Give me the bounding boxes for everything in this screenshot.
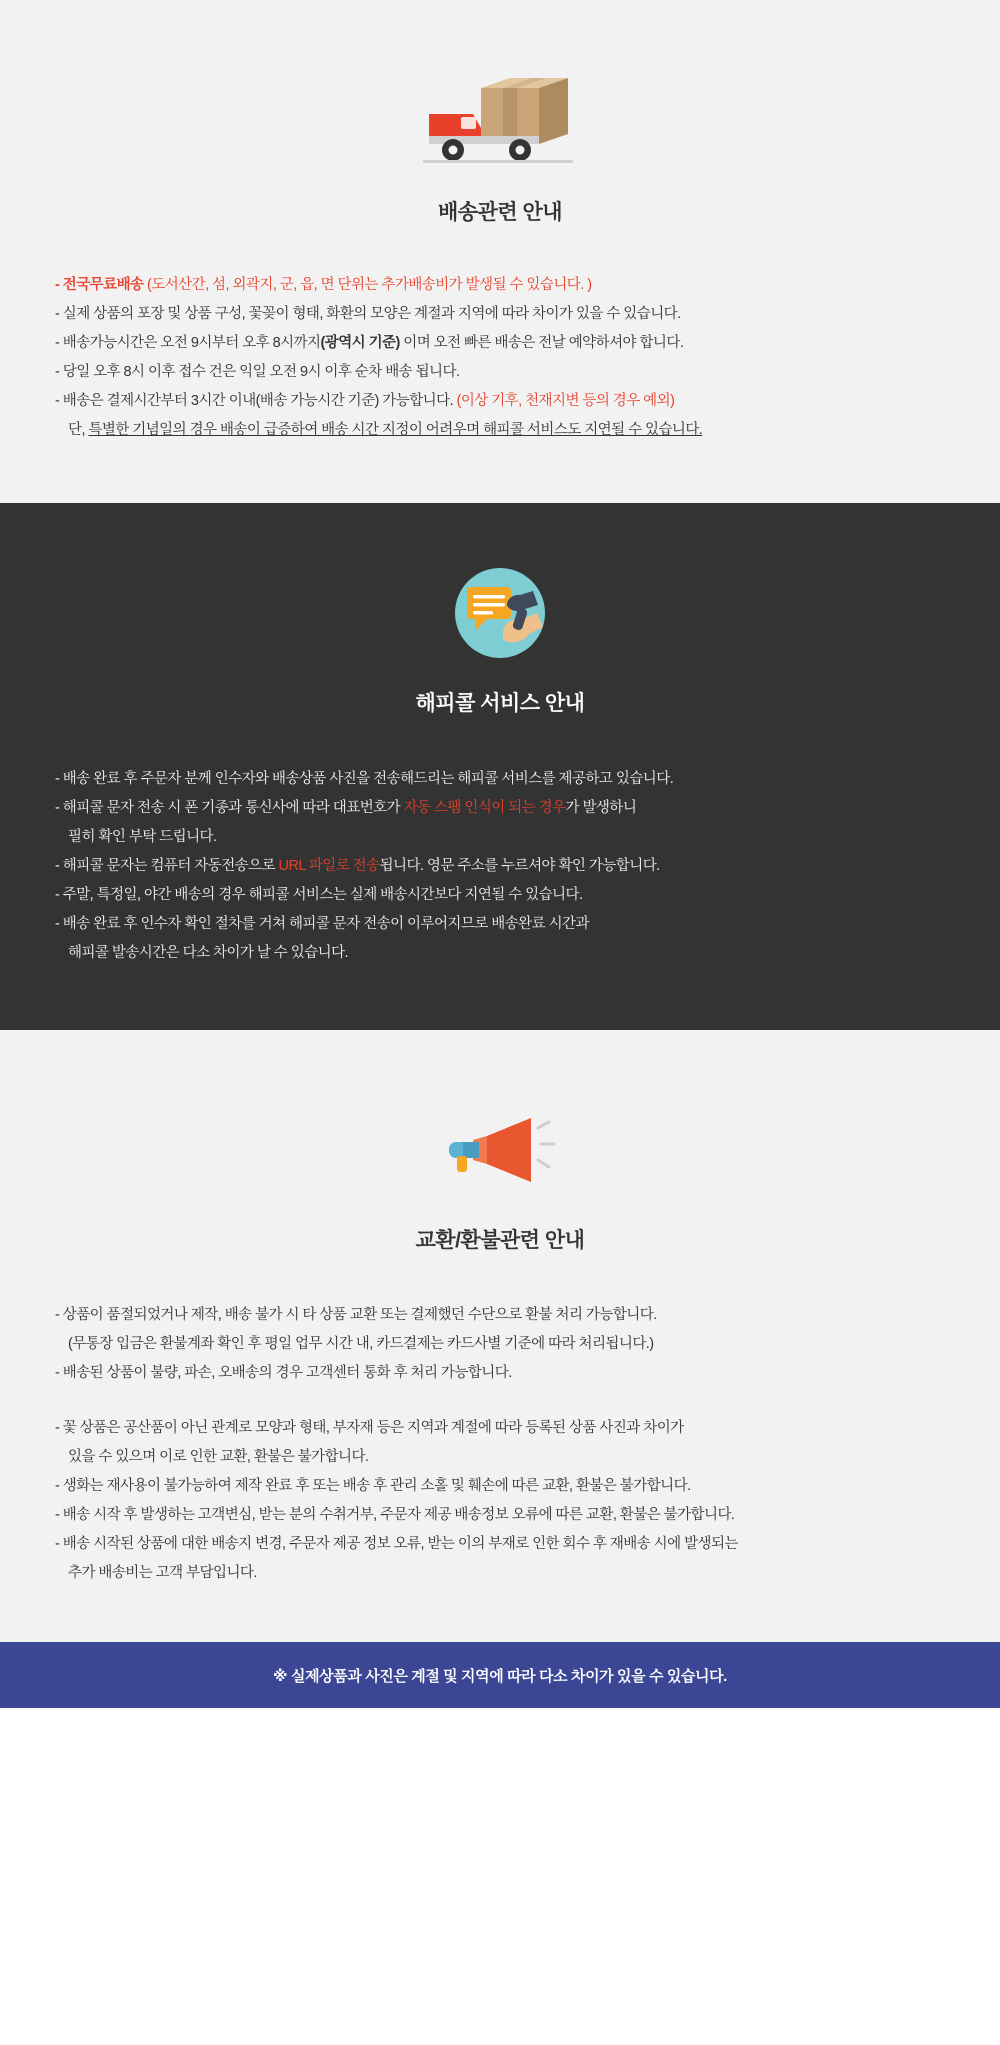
footer-notice-text: ※ 실제상품과 사진은 계절 및 지역에 따라 다소 차이가 있을 수 있습니다. <box>273 1667 727 1685</box>
list-item: (무통장 입금은 환불계좌 확인 후 평일 업무 시간 내, 카드결제는 카드사별 기준에 따라 처리됩니다.) <box>68 1336 654 1353</box>
section-happycall <box>0 503 1000 1029</box>
list-item: 필히 확인 부탁 드립니다. <box>68 828 217 845</box>
list-item: - 당일 오후 8시 이후 접수 건은 익일 오전 9시 이후 순차 배송 됩니다. <box>55 364 460 381</box>
exchange-text-block <box>0 1271 1000 1588</box>
list-item: 있을 수 있으며 이로 인한 교환, 환불은 불가합니다. <box>68 1449 369 1466</box>
section-delivery <box>0 0 1000 503</box>
page-title-delivery: 배송관련 안내 <box>437 201 563 224</box>
happycall-phone-chat-icon <box>0 551 1000 661</box>
list-item: - 해피콜 문자는 컴퓨터 자동전송으로 URL 파일로 전송됩니다. 영문 주소를 누르셔야 확인 가능합니다. <box>55 857 660 874</box>
spacer <box>55 1388 960 1414</box>
list-item: - 배송 시작 후 발생하는 고객변심, 받는 분의 수취거부, 주문자 제공 배송정보 오류에 따른 교환, 환불은 불가합니다. <box>55 1507 735 1524</box>
section-exchange-refund <box>0 1030 1000 1642</box>
page-title-exchange: 교환/환불관련 안내 <box>415 1228 585 1252</box>
list-item: - 배송 완료 후 주문자 분께 인수자와 배송상품 사진을 전송해드리는 해피콜 서비스를 제공하고 있습니다. <box>55 770 674 787</box>
list-item: - 배송가능시간은 오전 9시부터 오후 8시까지(광역시 기준) 이며 오전 빠른 배송은 전날 예약하셔야 합니다. <box>55 335 684 352</box>
megaphone-icon <box>0 1088 1000 1198</box>
page-title-happycall: 해피콜 서비스 안내 <box>415 692 585 716</box>
list-item: - 배송 완료 후 인수자 확인 절차를 거쳐 해피콜 문자 전송이 이루어지므로 배송완료 시간과 <box>55 915 589 932</box>
happycall-text-block <box>0 735 1000 968</box>
list-item: - 배송 시작된 상품에 대한 배송지 변경, 주문자 제공 정보 오류, 받는 이의 부재로 인한 회수 후 재배송 시에 발생되는 <box>55 1536 738 1553</box>
list-item: - 주말, 특정일, 야간 배송의 경우 해피콜 서비스는 실제 배송시간보다 지연될 수 있습니다. <box>55 886 583 903</box>
list-item: - 전국무료배송 (도서산간, 섬, 외곽지, 군, 읍, 면 단위는 추가배송비가 발생될 수 있습니다. ) <box>55 277 592 294</box>
list-item: - 실제 상품의 포장 및 상품 구성, 꽃꽂이 형태, 화환의 모양은 계절과 지역에 따라 차이가 있을 수 있습니다. <box>55 306 681 323</box>
list-item: 해피콜 발송시간은 다소 차이가 날 수 있습니다. <box>68 944 349 961</box>
footer-notice-bar <box>0 1642 1000 1708</box>
list-item: - 해피콜 문자 전송 시 폰 기종과 통신사에 따라 대표번호가 자동 스팸 인식이 되는 경우가 발생하니 <box>55 799 637 816</box>
list-item: - 배송은 결제시간부터 3시간 이내(배송 가능시간 기준) 가능합니다. (이상 기후, 천재지변 등의 경우 예외) <box>55 393 675 410</box>
list-item: - 생화는 재사용이 불가능하여 제작 완료 후 또는 배송 후 관리 소홀 및 훼손에 따른 교환, 환불은 불가합니다. <box>55 1478 691 1495</box>
delivery-truck-icon <box>0 60 1000 170</box>
list-item: - 배송된 상품이 불량, 파손, 오배송의 경우 고객센터 통화 후 처리 가능합니다. <box>55 1365 512 1382</box>
list-item: 추가 배송비는 고객 부담입니다. <box>68 1565 257 1582</box>
list-item: - 상품이 품절되었거나 제작, 배송 불가 시 타 상품 교환 또는 결제했던 수단으로 환불 처리 가능합니다. <box>55 1307 657 1324</box>
list-item: 단, 특별한 기념일의 경우 배송이 급증하여 배송 시간 지정이 어려우며 해피콜 서비스도 지연될 수 있습니다. <box>68 422 703 439</box>
list-item: - 꽃 상품은 공산품이 아닌 관계로 모양과 형태, 부자재 등은 지역과 계절에 따라 등록된 상품 사진과 차이가 <box>55 1420 684 1437</box>
delivery-text-block <box>0 243 1000 445</box>
